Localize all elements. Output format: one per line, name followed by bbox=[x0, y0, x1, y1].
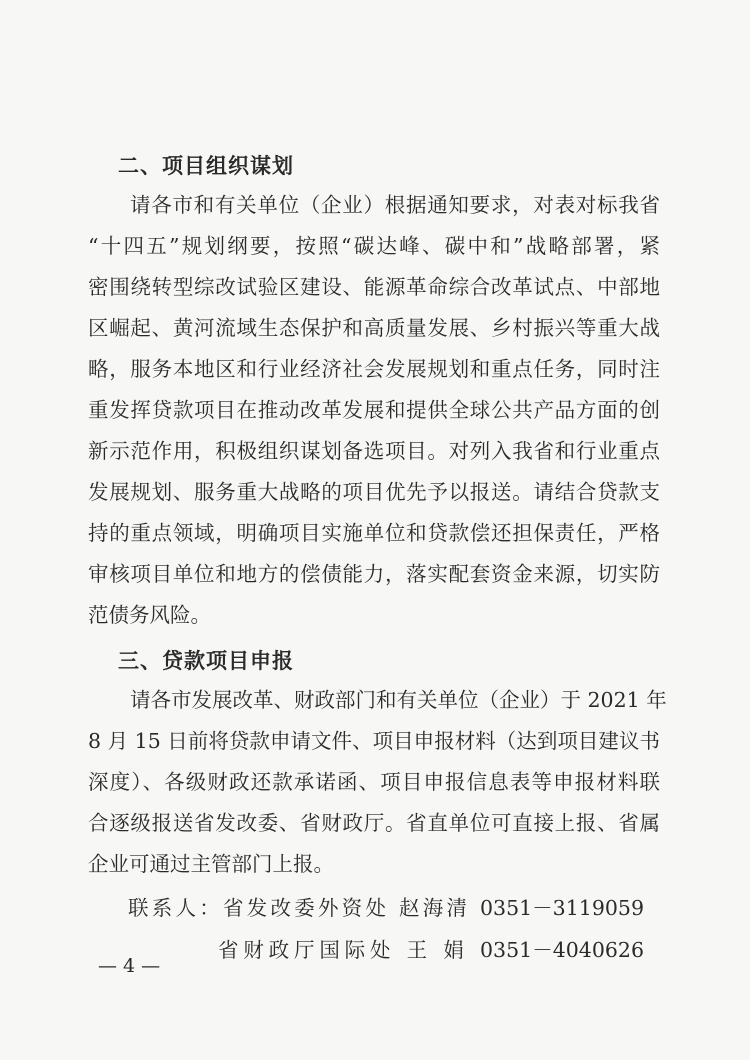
paragraph-line: 略，服务本地区和行业经济社会发展规划和重点任务，同时注 bbox=[88, 357, 660, 381]
contact-line-1: 联系人：省发改委外资处 赵海清 0351－3119059 bbox=[128, 896, 644, 920]
paragraph-line: 持的重点领域，明确项目实施单位和贷款偿还担保责任，严格 bbox=[88, 521, 660, 545]
paragraph-line: 发展规划、服务重大战略的项目优先予以报送。请结合贷款支 bbox=[88, 480, 660, 504]
paragraph-line: 新示范作用，积极组织谋划备选项目。对列入我省和行业重点 bbox=[88, 439, 660, 463]
paragraph-line: 重发挥贷款项目在推动改革发展和提供全球公共产品方面的创 bbox=[88, 398, 660, 422]
paragraph-line: “十四五”规划纲要，按照“碳达峰、碳中和”战略部署，紧 bbox=[88, 234, 660, 258]
paragraph-line: 深度）、各级财政还款承诺函、项目申报信息表等申报材料联 bbox=[88, 770, 660, 794]
section-2-heading: 二、项目组织谋划 bbox=[118, 154, 294, 178]
contact-line-2: 省财政厅国际处 王 娟 0351－4040626 bbox=[218, 938, 644, 962]
paragraph-line: 8 月 15 日前将贷款申请文件、项目申报材料（达到项目建议书 bbox=[88, 729, 660, 753]
page-number: — 4 — bbox=[98, 955, 161, 977]
paragraph-line: 请各市发展改革、财政部门和有关单位（企业）于 2021 年 bbox=[130, 688, 667, 712]
paragraph-line: 合逐级报送省发改委、省财政厅。省直单位可直接上报、省属 bbox=[88, 811, 660, 835]
paragraph-line: 审核项目单位和地方的偿债能力，落实配套资金来源，切实防 bbox=[88, 562, 660, 586]
paragraph-line: 企业可通过主管部门上报。 bbox=[88, 852, 334, 876]
paragraph-line: 密围绕转型综改试验区建设、能源革命综合改革试点、中部地 bbox=[88, 275, 660, 299]
paragraph-line: 范债务风险。 bbox=[88, 603, 211, 627]
paragraph-line: 请各市和有关单位（企业）根据通知要求，对表对标我省 bbox=[130, 193, 660, 217]
section-3-heading: 三、贷款项目申报 bbox=[118, 649, 294, 673]
paragraph-line: 区崛起、黄河流域生态保护和高质量发展、乡村振兴等重大战 bbox=[88, 316, 660, 340]
